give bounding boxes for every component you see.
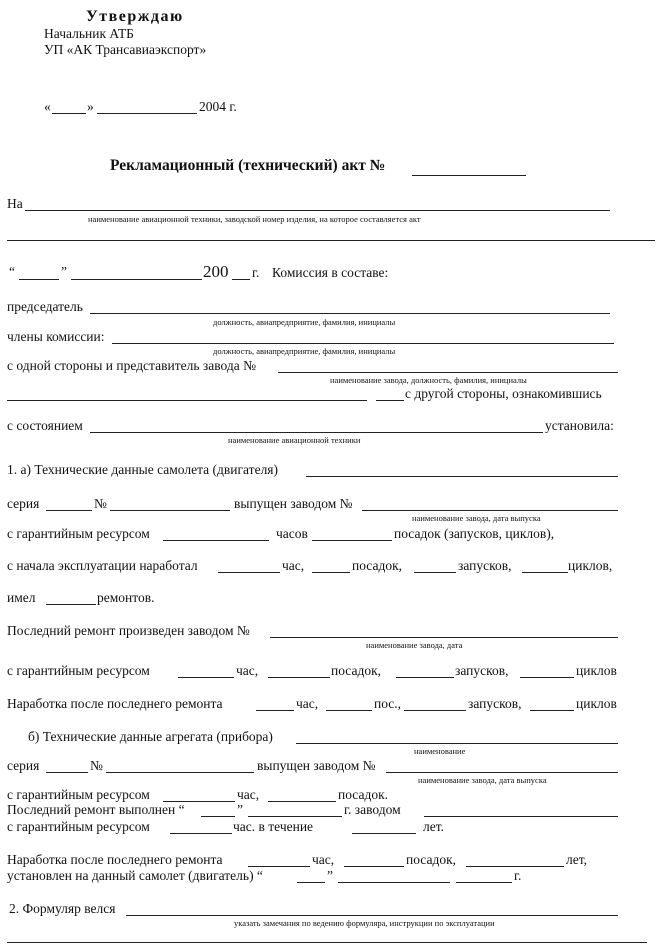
installed-label: установлен на данный самолет (двигатель) “ <box>7 868 263 883</box>
since-start-cycles: циклов, <box>568 558 613 573</box>
released-label: выпущен заводом № <box>234 496 353 511</box>
unit-number-label: № <box>90 758 103 773</box>
unit-warranty2-hours-field[interactable] <box>170 833 232 834</box>
members-label: члены комиссии: <box>7 329 105 344</box>
unit-released-field[interactable] <box>386 772 618 773</box>
since-start-cycles-field[interactable] <box>522 572 568 573</box>
commission-year-field[interactable] <box>232 279 250 280</box>
since-start-hours-field[interactable] <box>218 572 280 573</box>
released-caption: наименование завода, дата выпуска <box>412 513 541 523</box>
logbook-remarks-field-line2[interactable] <box>7 942 647 943</box>
document-title: Рекламационный (технический) акт № <box>110 157 386 174</box>
commission-month-field[interactable] <box>71 279 202 280</box>
unit-last-repair-month-field[interactable] <box>248 816 342 817</box>
commission-day-field[interactable] <box>19 279 59 280</box>
since-start-starts-field[interactable] <box>414 572 456 573</box>
unit-last-repair-day-field[interactable] <box>201 816 235 817</box>
unit-warranty-landings-field[interactable] <box>268 801 336 802</box>
repairs-count-field[interactable] <box>46 604 96 605</box>
plant-rep-caption: наименование завода, должность, фамилия, инициалы <box>330 375 527 385</box>
after-repair-hr: час, <box>296 696 319 711</box>
warranty2-hours-field[interactable] <box>178 677 234 678</box>
members-field[interactable] <box>112 343 614 344</box>
unit-released-label: выпущен заводом № <box>257 758 376 773</box>
aircraft-caption: наименование авиационной техники, заводской номер изделия, на которое составляется акт <box>88 214 421 224</box>
unit-warranty-label: с гарантийным ресурсом <box>7 787 150 802</box>
after-repair-label: Наработка после последнего ремонта <box>7 696 223 711</box>
installed-quote: ” <box>327 868 333 883</box>
chairman-field[interactable] <box>90 313 610 314</box>
na-label: На <box>7 196 23 211</box>
chairman-caption: должность, авиапредприятие, фамилия, инициалы <box>213 317 396 327</box>
after-repair-starts-field[interactable] <box>404 710 466 711</box>
plant-rep-field-line3[interactable] <box>376 400 404 401</box>
approval-heading: Утверждаю <box>86 8 184 25</box>
series-label: серия <box>7 496 40 511</box>
unit-warranty2-label: с гарантийным ресурсом <box>7 819 150 834</box>
unit-number-field[interactable] <box>106 772 254 773</box>
warranty2-cycles-field[interactable] <box>520 677 574 678</box>
after-repair-starts: запусков, <box>468 696 522 711</box>
state-label: с состоянием <box>7 418 83 433</box>
commission-year: 200 <box>203 262 229 281</box>
commission-year-suffix: г. <box>252 265 260 280</box>
unit-after-repair-landings: посадок, <box>406 852 457 867</box>
approver-organization: УП «АК Трансавиаэкспорт» <box>44 42 207 57</box>
commission-open-quote: “ <box>9 264 15 279</box>
unit-after-repair-years: лет, <box>566 852 587 867</box>
after-repair-cycles: циклов <box>576 696 617 711</box>
date-month-field[interactable] <box>97 113 197 114</box>
landings-starts-cycles-label: посадок (запусков, циклов), <box>394 526 555 541</box>
warranty2-landings-field[interactable] <box>268 677 330 678</box>
unit-released-caption: наименование завода, дата выпуска <box>418 775 547 785</box>
aircraft-tech-field[interactable] <box>306 476 618 477</box>
aircraft-field-line2[interactable] <box>7 240 655 241</box>
date-year: 2004 г. <box>199 99 237 114</box>
since-start-landings-field[interactable] <box>312 572 350 573</box>
warranty2-hr: час, <box>236 663 259 678</box>
installed-year-field[interactable] <box>456 882 512 883</box>
other-side-text: с другой стороны, ознакомившись <box>405 386 602 401</box>
had-label: имел <box>7 590 36 605</box>
warranty-label: с гарантийным ресурсом <box>7 526 150 541</box>
installed-day-field[interactable] <box>297 882 325 883</box>
unit-after-repair-hours-field[interactable] <box>248 866 310 867</box>
since-start-label: с начала эксплуатации наработал <box>7 558 198 573</box>
date-open-quote: « <box>44 99 51 114</box>
hours-label: часов <box>276 526 308 541</box>
unit-warranty2-years-field[interactable] <box>352 833 416 834</box>
unit-warranty-hr: час, <box>237 787 260 802</box>
series-field[interactable] <box>46 510 92 511</box>
chairman-label: председатель <box>7 299 83 314</box>
after-repair-landings-field[interactable] <box>326 710 372 711</box>
released-field[interactable] <box>362 510 618 511</box>
section-2-label: 2. Формуляр велся <box>9 901 116 916</box>
commission-close-quote: ” <box>61 264 67 279</box>
last-repair-label: Последний ремонт произведен заводом № <box>7 623 250 638</box>
unit-after-repair-years-field[interactable] <box>466 866 564 867</box>
unit-name-caption: наименование <box>414 746 466 756</box>
since-start-landings: посадок, <box>352 558 403 573</box>
state-field[interactable] <box>90 432 543 433</box>
installed-month-field[interactable] <box>338 882 450 883</box>
unit-last-repair-plant-field[interactable] <box>424 816 618 817</box>
number-label: № <box>94 496 107 511</box>
after-repair-cycles-field[interactable] <box>530 710 574 711</box>
warranty2-label: с гарантийным ресурсом <box>7 663 150 678</box>
after-repair-hours-field[interactable] <box>256 710 294 711</box>
approver-position: Начальник АТБ <box>44 26 134 41</box>
unit-last-repair-quote: ” <box>237 802 243 817</box>
warranty-landings-field[interactable] <box>312 540 392 541</box>
plant-rep-field[interactable] <box>278 372 618 373</box>
members-caption: должность, авиапредприятие, фамилия, инициалы <box>213 346 396 356</box>
warranty2-cycles: циклов <box>576 663 617 678</box>
number-field[interactable] <box>110 510 230 511</box>
date-close-quote: » <box>87 99 94 114</box>
after-repair-pos: пос., <box>374 696 402 711</box>
warranty2-starts: запусков, <box>455 663 509 678</box>
warranty2-landings: посадок, <box>331 663 382 678</box>
one-side-label: с одной стороны и представитель завода № <box>7 358 256 373</box>
section-1b-label: б) Технические данные агрегата (прибора) <box>28 729 273 744</box>
state-end: установила: <box>545 418 614 433</box>
commission-text: Комиссия в составе: <box>272 265 389 280</box>
unit-warranty-landings: посадок. <box>338 787 389 802</box>
logbook-remarks-field[interactable] <box>126 915 618 916</box>
unit-warranty2-years: лет. <box>423 819 444 834</box>
unit-series-field[interactable] <box>46 772 88 773</box>
date-day-field[interactable] <box>52 113 86 114</box>
unit-after-repair-label: Наработка после последнего ремонта <box>7 852 223 867</box>
unit-after-repair-landings-field[interactable] <box>344 866 404 867</box>
aircraft-field[interactable] <box>25 210 610 211</box>
repairs-label: ремонтов. <box>97 590 155 605</box>
unit-last-repair-plant-label: г. заводом <box>344 802 401 817</box>
section-1a-label: 1. а) Технические данные самолета (двигателя) <box>7 462 279 477</box>
unit-warranty2-hr: час. в течение <box>233 819 314 834</box>
since-start-starts: запусков, <box>458 558 512 573</box>
state-caption: наименование авиационной техники <box>228 435 361 445</box>
act-number-field[interactable] <box>412 175 526 176</box>
unit-name-field[interactable] <box>296 743 618 744</box>
last-repair-field[interactable] <box>270 637 618 638</box>
last-repair-caption: наименование завода, дата <box>366 640 463 650</box>
installed-year-suffix: г. <box>514 868 522 883</box>
since-start-hr: час, <box>282 558 305 573</box>
warranty-hours-field[interactable] <box>163 540 269 541</box>
logbook-remarks-caption: указать замечания по ведению формуляра, инструкции по эксплуатации <box>234 918 495 928</box>
plant-rep-field-line2[interactable] <box>7 400 367 401</box>
unit-last-repair-label: Последний ремонт выполнен “ <box>7 802 185 817</box>
warranty2-starts-field[interactable] <box>396 677 454 678</box>
unit-series-label: серия <box>7 758 40 773</box>
unit-after-repair-hr: час, <box>312 852 335 867</box>
